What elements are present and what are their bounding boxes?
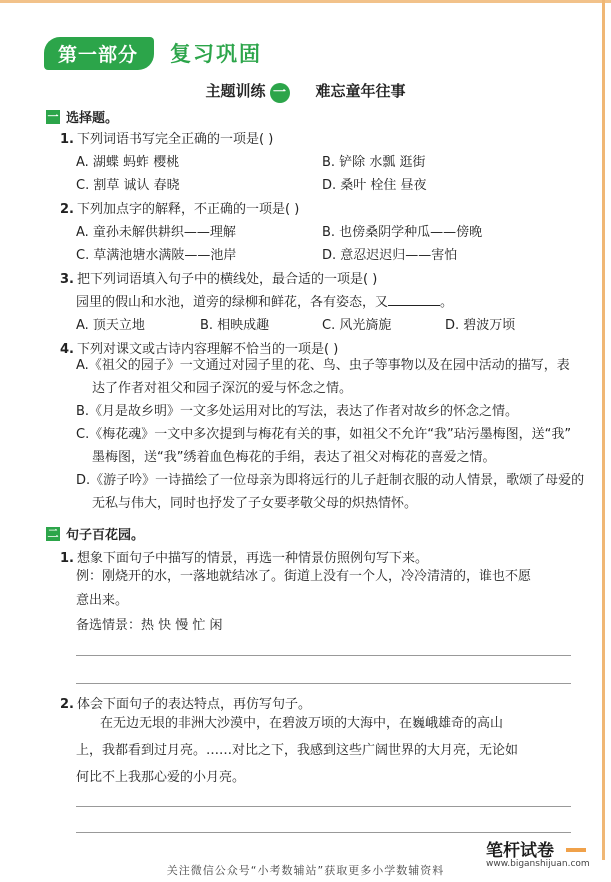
part-banner (44, 38, 350, 68)
question-sentence (76, 291, 453, 310)
topic-prefix: 主题训练 (205, 82, 266, 100)
option-b: B. 相映成趣 (200, 318, 270, 333)
passage-line-3: 何比不上我那心爱的小月亮。 (76, 770, 246, 785)
question-text: 想象下面句子中描写的情景，再选一种情景仿照例句写下来。 (76, 551, 428, 566)
example-line-2: 意出来。 (76, 593, 129, 608)
answer-line[interactable] (76, 683, 571, 684)
question-number: 4. (60, 342, 74, 357)
option-d-line-2: 无私与伟大，同时也抒发了子女要孝敬父母的炽热情怀。 (92, 496, 418, 511)
question-2-1 (60, 547, 428, 566)
section-2-title: 句子百花园。 (66, 528, 145, 543)
question-number: 3. (60, 272, 74, 287)
option-b-line-1: B.《月是故乡明》一文多处运用对比的写法，表达了作者对故乡的怀念之情。 (76, 404, 519, 419)
section-1-heading (46, 107, 118, 126)
answer-line[interactable] (76, 832, 571, 833)
footer-note: 关注微信公众号“小考数辅站”获取更多小学数辅资料 (166, 864, 445, 877)
question-1-3 (60, 268, 377, 287)
sentence-text: 园里的假山和水池，道旁的绿柳和鲜花，各有姿态，又 (76, 295, 389, 310)
passage-line-2: 上，我都看到过月亮。……对比之下，我感到这些广阔世界的大月亮，无论如 (76, 743, 519, 758)
logo-text: 笔杆试卷 (486, 841, 554, 861)
section-1-number: 一 (47, 109, 59, 123)
option-d: D. 碧波万顷 (445, 318, 516, 333)
option-c: C. 割草 诚认 春晓 (76, 178, 180, 193)
top-border (0, 0, 611, 3)
part-title: 复习巩固 (170, 42, 263, 66)
question-text: 下列加点字的解释，不正确的一项是( ) (76, 202, 300, 217)
section-2-heading (46, 524, 144, 543)
option-c: C. 草满池塘水满陂——池岸 (76, 248, 237, 263)
scenario-choices: 备选情景：热 快 慢 忙 闲 (76, 618, 223, 633)
question-number: 1. (60, 551, 74, 566)
option-d: D. 意忍迟迟归——害怕 (322, 248, 458, 263)
logo-url: www.biganshijuan.com (486, 859, 590, 869)
answer-line[interactable] (76, 655, 571, 656)
question-text: 体会下面句子的表达特点，再仿写句子。 (76, 697, 311, 712)
answer-line[interactable] (76, 806, 571, 807)
part-label: 第一部分 (44, 37, 154, 70)
option-a: A. 湖蝶 蚂蚱 樱桃 (76, 155, 180, 170)
section-1-title: 选择题。 (66, 111, 119, 126)
option-a: A. 童孙未解供耕织——理解 (76, 225, 236, 240)
question-1-1 (60, 128, 273, 147)
question-number: 2. (60, 202, 74, 217)
section-2-number: 二 (47, 526, 59, 540)
topic-title: 难忘童年往事 (315, 82, 406, 100)
option-b: B. 铲除 水瓢 逛街 (322, 155, 426, 170)
option-a: A. 顶天立地 (76, 318, 145, 333)
example-line-1: 例：刚烧开的水，一落地就结冰了。街道上没有一个人，冷冷清清的，谁也不愿 (76, 569, 532, 584)
question-text: 把下列词语填入句子中的横线处，最合适的一项是( ) (76, 272, 378, 287)
topic-number-badge: 一 (270, 83, 290, 103)
question-text: 下列词语书写完全正确的一项是( ) (76, 132, 274, 147)
option-a-line-1: A.《祖父的园子》一文通过对园子里的花、鸟、虫子等事物以及在园中活动的描写，表 (76, 358, 570, 373)
question-2-2 (60, 693, 311, 712)
passage-line-1: 在无边无垠的非洲大沙漠中，在碧波万顷的大海中，在巍峨雄奇的高山 (100, 716, 504, 731)
option-d-line-1: D.《游子吟》一诗描绘了一位母亲为即将远行的儿子赶制衣服的动人情景，歌颂了母爱的 (76, 473, 585, 488)
fill-blank[interactable] (388, 293, 440, 306)
question-number: 2. (60, 697, 74, 712)
option-b: B. 也傍桑阴学种瓜——傍晚 (322, 225, 483, 240)
option-c-line-2: 墨梅图，送“我”绣着血色梅花的手绢，表达了祖父对梅花的喜爱之情。 (92, 450, 496, 465)
topic-heading (0, 80, 611, 103)
option-d: D. 桑叶 栓住 昼夜 (322, 178, 427, 193)
page-marker (566, 848, 586, 852)
question-1-2 (60, 198, 299, 217)
option-c-line-1: C.《梅花魂》一文中多次提到与梅花有关的事，如祖父不允许“我”玷污墨梅图，送“我” (76, 427, 572, 442)
sentence-end: 。 (440, 295, 454, 310)
question-number: 1. (60, 132, 74, 147)
option-c: C. 风光旖旎 (322, 318, 392, 333)
right-border (602, 0, 605, 860)
option-a-line-2: 达了作者对祖父和园子深沉的爱与怀念之情。 (92, 381, 353, 396)
question-text: 下列对课文或古诗内容理解不恰当的一项是( ) (76, 342, 339, 357)
